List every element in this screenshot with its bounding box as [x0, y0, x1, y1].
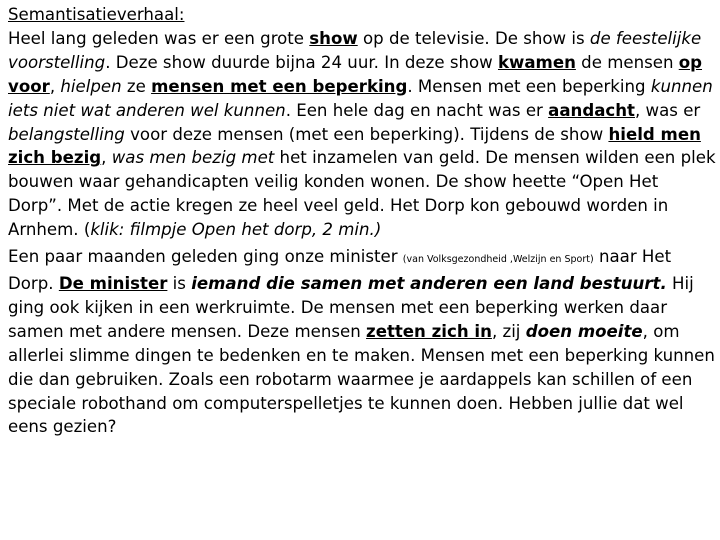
term-explanation: iemand die samen met anderen een land bestuurt.	[191, 273, 667, 293]
key-term: hield men zich bezig	[8, 124, 701, 168]
term-explanation: kunnen iets niet wat anderen wel kunnen	[8, 76, 713, 120]
key-term: aandacht	[548, 100, 635, 120]
key-term: De minister	[58, 273, 168, 293]
text-run: Een paar maanden geleden ging onze minister	[8, 247, 403, 267]
paragraph-show-story	[8, 27, 716, 242]
text-run: ze	[121, 76, 152, 96]
key-term: op voor	[8, 52, 703, 96]
document-title: Semantisatieverhaal:	[8, 5, 185, 24]
text-run: ,	[49, 76, 61, 96]
ministry-note: (van Volksgezondheid ,Welzijn en Sport)	[402, 254, 594, 266]
term-explanation: was men bezig met	[111, 148, 275, 168]
key-term: kwamen	[497, 52, 576, 72]
document-page	[8, 3, 716, 439]
text-run: het inzamelen van geld. De mensen wilden een plek bouwen waar gehandicapten veilig konden wonen. De show heette “Open Het Dorp”. Met de actie kregen ze heel veel geld. Het Dorp kon gebouwd worden in Arnhem. (	[8, 148, 716, 240]
text-run: . Een hele dag en nacht was er	[285, 100, 549, 120]
text-run: , was er	[635, 100, 701, 120]
key-term: show	[309, 28, 358, 48]
text-run: de mensen	[575, 52, 679, 72]
term-explanation: de feestelijke voorstelling	[8, 28, 702, 72]
text-run: op de televisie. De show is	[357, 28, 590, 48]
text-run: , zij	[491, 321, 526, 341]
text-run: ,	[101, 148, 112, 168]
key-term: zetten zich in	[366, 321, 492, 341]
term-explanation: hielpen	[60, 76, 122, 96]
text-run: is	[167, 273, 192, 293]
text-run: . Mensen met een beperking	[407, 76, 651, 96]
term-explanation: belangstelling	[8, 124, 125, 144]
text-run: Hij ging ook kijken in een werkruimte. De mensen met een beperking werken daar samen met andere mensen. Deze mensen	[8, 273, 694, 341]
term-explanation: doen moeite	[525, 321, 643, 341]
paragraph-minister-visit	[8, 245, 716, 439]
term-explanation: klik: filmpje Open het dorp, 2 min.)	[90, 220, 382, 240]
text-run: voor deze mensen (met een beperking). Tijdens de show	[124, 124, 609, 144]
key-term: mensen met een beperking	[151, 76, 408, 96]
text-run: . Deze show duurde bijna 24 uur. In deze show	[105, 52, 498, 72]
text-run: naar Het Dorp.	[8, 247, 672, 293]
text-run: , om allerlei slimme dingen te bedenken en te maken. Mensen met een beperking kunnen die dan gebruiken. Zoals een robotarm waarmee je aardappels kan schillen of een speciale robothand om computerspelletjes te kunnen doen. Hebben jullie dat wel eens gezien?	[8, 321, 715, 437]
text-run: Heel lang geleden was er een grote	[8, 28, 310, 48]
